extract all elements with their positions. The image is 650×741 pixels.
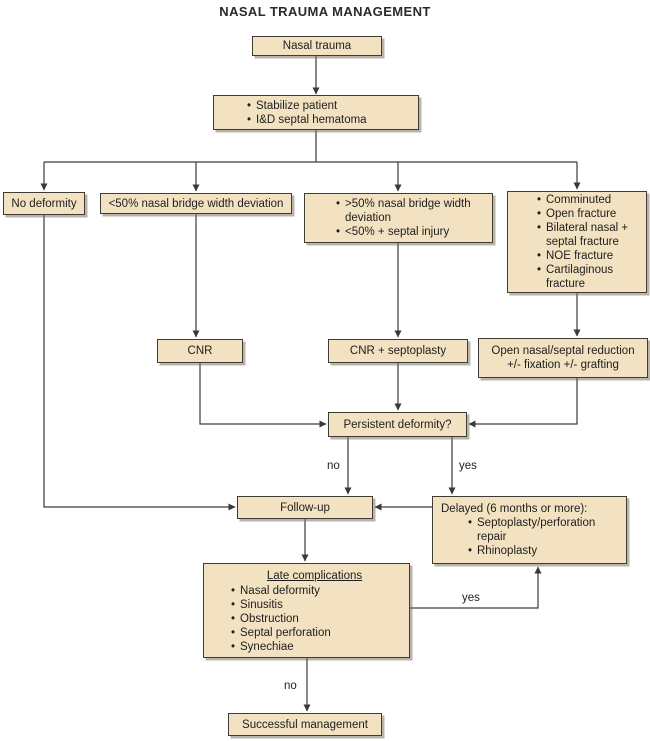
node-successful-management — [228, 713, 382, 736]
list-item: • I&D septal hematoma — [242, 113, 412, 127]
edge-label-yes-late: yes — [462, 592, 480, 604]
node-late-complications-heading: Late complications — [266, 570, 363, 582]
list-item: • >50% nasal bridge width deviation — [331, 197, 484, 225]
list-item: • Stabilize patient — [242, 99, 412, 113]
node-open-reduction-line2: +/- fixation +/- grafting — [507, 359, 619, 371]
list-item: • Open fracture — [532, 207, 642, 221]
bullet-icon: • — [467, 517, 473, 529]
node-persistent-deformity — [328, 412, 467, 437]
bullet-icon: • — [335, 198, 341, 210]
bullet-icon: • — [246, 113, 252, 126]
list-item: • Comminuted — [532, 193, 642, 207]
list-item: • Septoplasty/perforation repair — [441, 516, 620, 544]
node-severe-fracture — [507, 191, 647, 293]
node-cnr — [157, 339, 243, 363]
bullet-icon: • — [536, 194, 542, 206]
list-item: • Sinusitis — [226, 598, 403, 612]
node-late-complications — [203, 563, 410, 658]
page-title: NASAL TRAUMA MANAGEMENT — [219, 4, 431, 19]
list-item: • <50% + septal injury — [331, 225, 484, 239]
bullet-icon: • — [230, 613, 236, 625]
node-delayed — [432, 496, 627, 564]
list-item: • Synechiae — [226, 640, 403, 654]
node-follow-up — [237, 496, 373, 519]
list-item: • NOE fracture — [532, 249, 642, 263]
node-nasal-trauma-label: Nasal trauma — [282, 40, 352, 52]
node-no-deformity — [3, 192, 85, 215]
list-item: • Cartilaginous fracture — [532, 263, 642, 291]
list-item: • Nasal deformity — [226, 584, 403, 598]
bullet-icon: • — [246, 99, 252, 112]
node-lt50-label: <50% nasal bridge width deviation — [108, 197, 284, 210]
node-nasal-trauma — [252, 36, 382, 56]
node-stabilize — [213, 95, 419, 130]
node-cnr-septoplasty-label: CNR + septoplasty — [349, 345, 447, 357]
bullet-icon: • — [467, 545, 473, 557]
edge-label-no-persistent: no — [327, 460, 340, 472]
bullet-icon: • — [230, 627, 236, 639]
node-persistent-deformity-label: Persistent deformity? — [343, 418, 452, 431]
list-item: • Septal perforation — [226, 626, 403, 640]
bullet-icon: • — [230, 585, 236, 597]
list-item: • Obstruction — [226, 612, 403, 626]
node-open-reduction — [478, 338, 648, 378]
node-successful-management-label: Successful management — [242, 718, 368, 731]
node-cnr-septoplasty — [328, 339, 468, 363]
node-follow-up-label: Follow-up — [280, 501, 330, 514]
node-no-deformity-label: No deformity — [11, 197, 77, 210]
bullet-icon: • — [230, 599, 236, 611]
node-lt50-deviation — [100, 193, 292, 214]
list-item: • Rhinoplasty — [441, 544, 620, 558]
bullet-icon: • — [536, 208, 542, 220]
bullet-icon: • — [536, 264, 542, 276]
node-cnr-label: CNR — [187, 345, 213, 357]
bullet-icon: • — [536, 250, 542, 262]
bullet-icon: • — [335, 226, 341, 238]
bullet-icon: • — [230, 641, 236, 653]
node-delayed-heading: Delayed (6 months or more): — [441, 503, 588, 515]
bullet-icon: • — [536, 222, 542, 234]
list-item: • Bilateral nasal + septal fracture — [532, 221, 642, 249]
node-open-reduction-line1: Open nasal/septal reduction — [491, 345, 635, 357]
edge-label-no-late: no — [284, 680, 297, 692]
edge-label-yes-persistent: yes — [459, 460, 477, 472]
node-gt50-deviation — [304, 193, 493, 243]
